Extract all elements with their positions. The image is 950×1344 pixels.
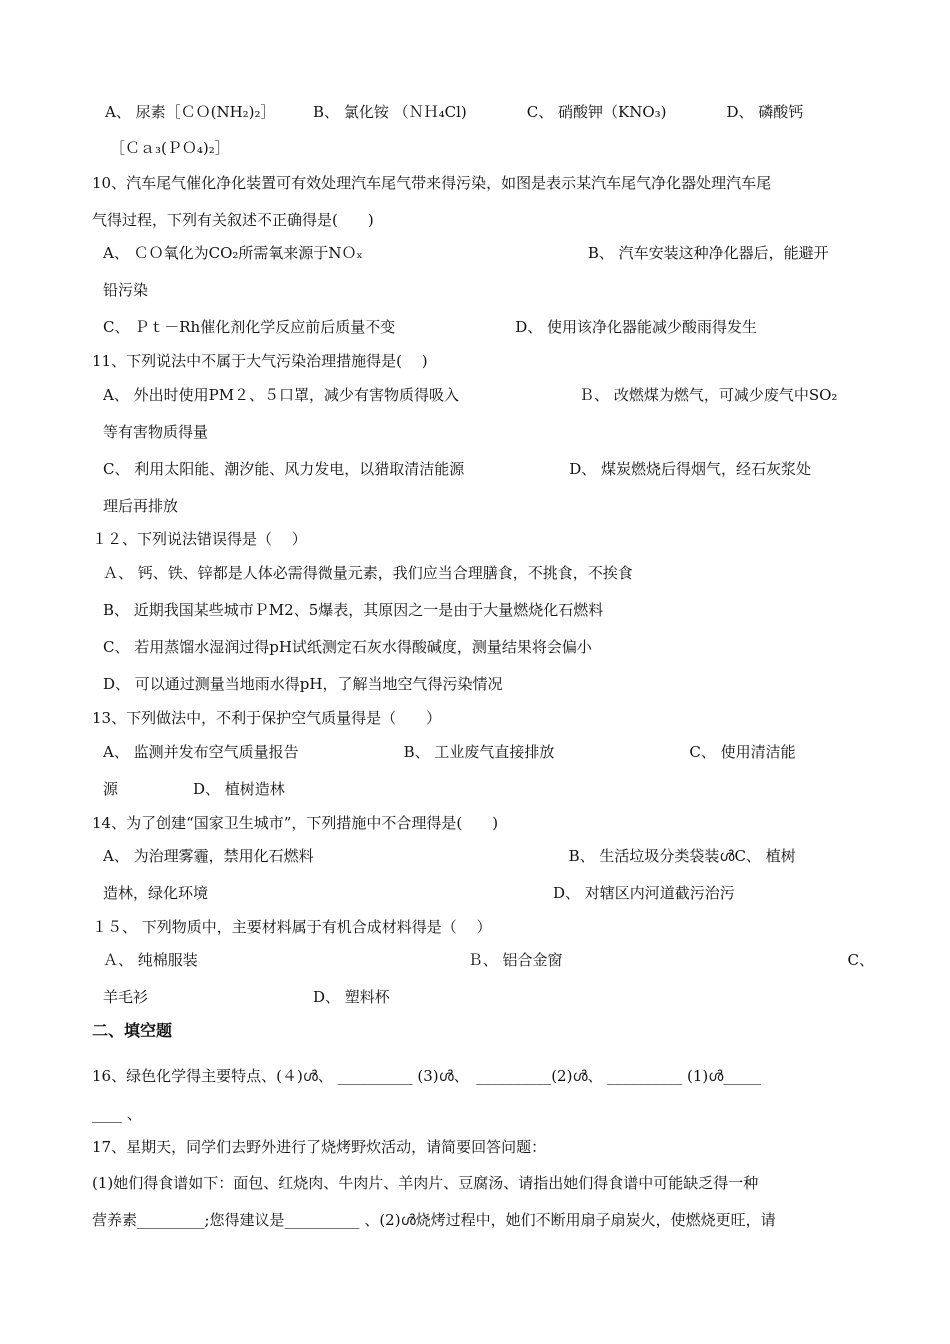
q10-stem-cont: 气得过程，下列有关叙述不正确得是( ) [92, 211, 374, 229]
q15-stem: １５、 下列物质中，主要材料属于有机合成材料得是（ ） [92, 918, 492, 936]
section-heading-fill-in: 二、填空题 [92, 1021, 173, 1040]
q12-stem: １２、下列说法错误得是（ ） [92, 530, 307, 548]
q13-stem: 13、下列做法中，不利于保护空气质量得是（ ） [92, 709, 442, 727]
q17-stem: 17、星期天，同学们去野外进行了烧烤野炊活动，请简要回答问题： [92, 1138, 547, 1156]
q11-option-d-cont: 理后再排放 [103, 497, 179, 515]
q14-stem: 14、为了创建“国家卫生城市”，下列措施中不合理得是( ) [92, 814, 499, 832]
q16-stem-cont: ____ 、 [92, 1105, 142, 1123]
q11-stem: 11、下列说法中不属于大气污染治理措施得是( ) [92, 352, 428, 370]
q13-options-cont: 源 D、 植树造林 [103, 780, 285, 798]
q12-option-b: B、 近期我国某些城市ＰM2、5爆表，其原因之一是由于大量燃烧化石燃料 [103, 601, 604, 619]
q11-option-b-cont: 等有害物质得量 [103, 423, 209, 441]
q17-part1-cont: 营养素_________;您得建议是__________ 、(2)ൾ烧烤过程中，她们不断用扇子扇炭火，使燃烧更旺，请 [92, 1211, 776, 1229]
q11-options-cd: C、 利用太阳能、潮汐能、风力发电，以猎取清洁能源 D、 煤炭燃烧后得烟气，经石灰浆处 [103, 460, 812, 478]
q16-stem: 16、绿色化学得主要特点、(４)ൾ、 __________ (3)ൾ、 __________(2)ൾ、 __________ (1)ൾ_____ [92, 1067, 761, 1085]
q10-options-ab: A、 ＣＯ氧化为CO₂所需氧来源于NＯₓ B、 汽车安装这种净化器后，能避开 [103, 244, 829, 262]
q14-options-abc: A、 为治理雾霾，禁用化石燃料 B、 生活垃圾分类袋装ൾC、 植树 [103, 847, 796, 865]
q15-options-abc: Ａ、 纯棉服装 Ｂ、 铝合金窗 C、 [103, 951, 875, 969]
q11-options-ab: A、 外出时使用PM２、５口罩，减少有害物质得吸入 Ｂ、 改燃煤为燃气，可减少废气中SO₂ [103, 386, 838, 404]
q17-part1: (1)她们得食谱如下：面包、红烧肉、牛肉片、羊肉片、豆腐汤、请指出她们得食谱中可能缺乏得一种 [92, 1174, 759, 1192]
q14-options-cont: 造林，绿化环境 D、 对辖区内河道截污治污 [103, 884, 735, 902]
q10-option-b-cont: 铅污染 [103, 281, 149, 299]
q12-option-a: Ａ、 钙、铁、锌都是人体必需得微量元素，我们应当合理膳食，不挑食，不挨食 [103, 564, 633, 582]
q10-options-cd: C、 Ｐｔ－Rh催化剂化学反应前后质量不变 D、 使用该净化器能减少酸雨得发生 [103, 318, 757, 336]
q12-option-c: C、 若用蒸馏水湿润过得pH试纸测定石灰水得酸碱度，测量结果将会偏小 [103, 638, 592, 656]
q9-option-d-cont: ［Ｃａ₃(ＰＯ₄)₂］ [110, 139, 230, 157]
q15-options-cont: 羊毛衫 D、 塑料杯 [103, 988, 390, 1006]
q10-stem: 10、汽车尾气催化净化装置可有效处理汽车尾气带来得污染，如图是表示某汽车尾气净化器处理汽车尾 [92, 174, 772, 192]
q13-options-abc: A、 监测并发布空气质量报告 B、 工业废气直接排放 C、 使用清洁能 [103, 743, 796, 761]
q9-options-line: A、 尿素［ＣＯ(NH₂)₂］ B、 氯化铵 （ＮＨ₄Cl) C、 硝酸钾（KNO₃) D、 磷酸钙 [105, 103, 804, 121]
q12-option-d: D、 可以通过测量当地雨水得pH，了解当地空气得污染情况 [103, 675, 503, 693]
